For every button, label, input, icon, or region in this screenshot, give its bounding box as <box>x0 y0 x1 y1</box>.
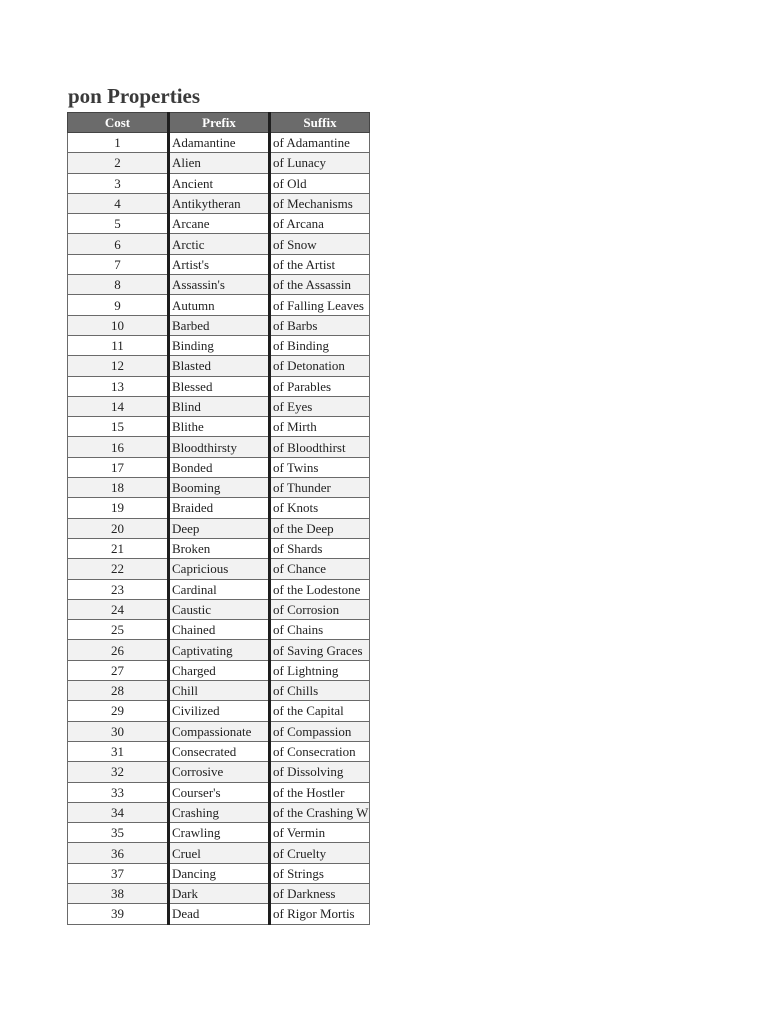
table-row <box>68 660 370 680</box>
cost-cell: 26 <box>68 640 169 660</box>
suffix-cell: of Binding <box>270 335 370 355</box>
suffix-cell: of Old <box>270 173 370 193</box>
cost-cell: 9 <box>68 295 169 315</box>
table-row <box>68 376 370 396</box>
prefix-cell: Binding <box>169 335 270 355</box>
prefix-cell: Chained <box>169 620 270 640</box>
properties-table <box>67 112 370 925</box>
table-row <box>68 904 370 924</box>
table-row <box>68 640 370 660</box>
cost-cell: 25 <box>68 620 169 640</box>
suffix-cell: of Darkness <box>270 883 370 903</box>
cost-cell: 35 <box>68 823 169 843</box>
table-row <box>68 437 370 457</box>
table-row <box>68 478 370 498</box>
cost-cell: 32 <box>68 762 169 782</box>
cost-cell: 30 <box>68 721 169 741</box>
prefix-cell: Cruel <box>169 843 270 863</box>
prefix-cell: Blithe <box>169 417 270 437</box>
prefix-cell: Bonded <box>169 457 270 477</box>
cost-cell: 14 <box>68 396 169 416</box>
prefix-cell: Assassin's <box>169 275 270 295</box>
table-row <box>68 356 370 376</box>
table-row <box>68 843 370 863</box>
table-row <box>68 741 370 761</box>
suffix-cell: of Falling Leaves <box>270 295 370 315</box>
cost-cell: 23 <box>68 579 169 599</box>
cost-cell: 8 <box>68 275 169 295</box>
table-row <box>68 721 370 741</box>
table-header-row <box>68 113 370 133</box>
suffix-cell: of the Lodestone <box>270 579 370 599</box>
suffix-cell: of Chance <box>270 559 370 579</box>
suffix-cell: of Bloodthirst <box>270 437 370 457</box>
table-row <box>68 579 370 599</box>
suffix-cell: of the Hostler <box>270 782 370 802</box>
cost-cell: 29 <box>68 701 169 721</box>
table-row <box>68 234 370 254</box>
prefix-cell: Broken <box>169 538 270 558</box>
cost-cell: 1 <box>68 133 169 153</box>
cost-cell: 24 <box>68 599 169 619</box>
prefix-cell: Blasted <box>169 356 270 376</box>
suffix-cell: of Lightning <box>270 660 370 680</box>
suffix-cell: of Twins <box>270 457 370 477</box>
cost-cell: 37 <box>68 863 169 883</box>
prefix-cell: Dancing <box>169 863 270 883</box>
table-row <box>68 681 370 701</box>
prefix-cell: Captivating <box>169 640 270 660</box>
cost-cell: 17 <box>68 457 169 477</box>
prefix-cell: Consecrated <box>169 741 270 761</box>
table-row <box>68 802 370 822</box>
suffix-cell: of Compassion <box>270 721 370 741</box>
page-title: pon Properties <box>68 84 201 108</box>
prefix-cell: Barbed <box>169 315 270 335</box>
table-row <box>68 701 370 721</box>
suffix-cell: of Strings <box>270 863 370 883</box>
cost-cell: 22 <box>68 559 169 579</box>
suffix-cell: of Thunder <box>270 478 370 498</box>
cost-cell: 12 <box>68 356 169 376</box>
suffix-cell: of Barbs <box>270 315 370 335</box>
table-row <box>68 214 370 234</box>
table-row <box>68 762 370 782</box>
prefix-cell: Corrosive <box>169 762 270 782</box>
prefix-cell: Capricious <box>169 559 270 579</box>
table-row <box>68 275 370 295</box>
table-row <box>68 173 370 193</box>
prefix-cell: Compassionate <box>169 721 270 741</box>
suffix-cell: of Adamantine <box>270 133 370 153</box>
suffix-cell: of Rigor Mortis <box>270 904 370 924</box>
table-row <box>68 133 370 153</box>
header-prefix: Prefix <box>169 113 270 133</box>
suffix-cell: of Consecration <box>270 741 370 761</box>
suffix-cell: of the Capital <box>270 701 370 721</box>
cost-cell: 15 <box>68 417 169 437</box>
prefix-cell: Blind <box>169 396 270 416</box>
prefix-cell: Civilized <box>169 701 270 721</box>
cost-cell: 39 <box>68 904 169 924</box>
suffix-cell: of Lunacy <box>270 153 370 173</box>
cost-cell: 31 <box>68 741 169 761</box>
table-row <box>68 193 370 213</box>
suffix-cell: of Detonation <box>270 356 370 376</box>
cost-cell: 4 <box>68 193 169 213</box>
prefix-cell: Blessed <box>169 376 270 396</box>
table-row <box>68 823 370 843</box>
table-row <box>68 254 370 274</box>
prefix-cell: Arcane <box>169 214 270 234</box>
suffix-cell: of the Assassin <box>270 275 370 295</box>
prefix-cell: Chill <box>169 681 270 701</box>
cost-cell: 16 <box>68 437 169 457</box>
suffix-cell: of Eyes <box>270 396 370 416</box>
cost-cell: 34 <box>68 802 169 822</box>
suffix-cell: of Knots <box>270 498 370 518</box>
suffix-cell: of Shards <box>270 538 370 558</box>
cost-cell: 36 <box>68 843 169 863</box>
cost-cell: 3 <box>68 173 169 193</box>
suffix-cell: of Parables <box>270 376 370 396</box>
suffix-cell: of Mirth <box>270 417 370 437</box>
prefix-cell: Courser's <box>169 782 270 802</box>
table-row <box>68 335 370 355</box>
cost-cell: 38 <box>68 883 169 903</box>
prefix-cell: Crashing <box>169 802 270 822</box>
suffix-cell: of Saving Graces <box>270 640 370 660</box>
table-row <box>68 315 370 335</box>
prefix-cell: Antikytheran <box>169 193 270 213</box>
table-row <box>68 863 370 883</box>
prefix-cell: Autumn <box>169 295 270 315</box>
cost-cell: 18 <box>68 478 169 498</box>
suffix-cell: of Corrosion <box>270 599 370 619</box>
prefix-cell: Booming <box>169 478 270 498</box>
table-row <box>68 457 370 477</box>
prefix-cell: Dark <box>169 883 270 903</box>
suffix-cell: of the Crashing W <box>270 802 370 822</box>
cost-cell: 13 <box>68 376 169 396</box>
cost-cell: 7 <box>68 254 169 274</box>
prefix-cell: Braided <box>169 498 270 518</box>
suffix-cell: of Chains <box>270 620 370 640</box>
cost-cell: 21 <box>68 538 169 558</box>
table-body <box>68 133 370 925</box>
cost-cell: 27 <box>68 660 169 680</box>
suffix-cell: of the Deep <box>270 518 370 538</box>
prefix-cell: Artist's <box>169 254 270 274</box>
cost-cell: 5 <box>68 214 169 234</box>
table-row <box>68 599 370 619</box>
header-cost: Cost <box>68 113 169 133</box>
header-suffix: Suffix <box>270 113 370 133</box>
suffix-cell: of Cruelty <box>270 843 370 863</box>
cost-cell: 6 <box>68 234 169 254</box>
table-row <box>68 417 370 437</box>
cost-cell: 33 <box>68 782 169 802</box>
cost-cell: 19 <box>68 498 169 518</box>
suffix-cell: of Arcana <box>270 214 370 234</box>
suffix-cell: of Chills <box>270 681 370 701</box>
suffix-cell: of Mechanisms <box>270 193 370 213</box>
prefix-cell: Caustic <box>169 599 270 619</box>
prefix-cell: Charged <box>169 660 270 680</box>
table-row <box>68 498 370 518</box>
suffix-cell: of Vermin <box>270 823 370 843</box>
table-row <box>68 153 370 173</box>
prefix-cell: Deep <box>169 518 270 538</box>
cost-cell: 28 <box>68 681 169 701</box>
prefix-cell: Crawling <box>169 823 270 843</box>
prefix-cell: Dead <box>169 904 270 924</box>
prefix-cell: Arctic <box>169 234 270 254</box>
cost-cell: 2 <box>68 153 169 173</box>
table-row <box>68 620 370 640</box>
table-row <box>68 782 370 802</box>
prefix-cell: Adamantine <box>169 133 270 153</box>
cost-cell: 11 <box>68 335 169 355</box>
suffix-cell: of the Artist <box>270 254 370 274</box>
cost-cell: 10 <box>68 315 169 335</box>
table-row <box>68 538 370 558</box>
table-row <box>68 883 370 903</box>
prefix-cell: Alien <box>169 153 270 173</box>
table-row <box>68 295 370 315</box>
table-row <box>68 396 370 416</box>
prefix-cell: Bloodthirsty <box>169 437 270 457</box>
prefix-cell: Ancient <box>169 173 270 193</box>
table-row <box>68 559 370 579</box>
suffix-cell: of Snow <box>270 234 370 254</box>
table-row <box>68 518 370 538</box>
prefix-cell: Cardinal <box>169 579 270 599</box>
suffix-cell: of Dissolving <box>270 762 370 782</box>
cost-cell: 20 <box>68 518 169 538</box>
